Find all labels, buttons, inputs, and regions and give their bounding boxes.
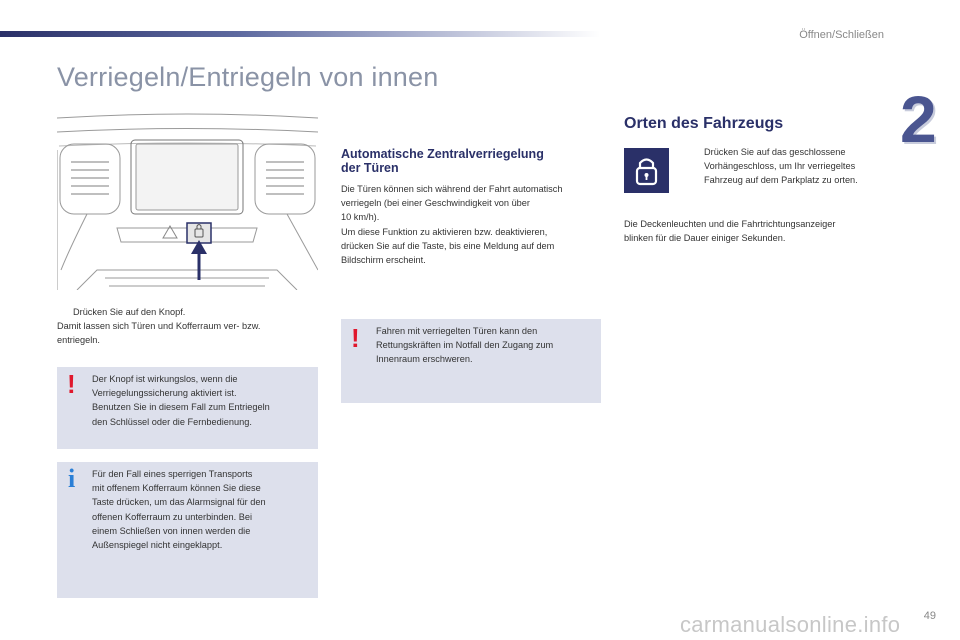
info-line: Außenspiegel nicht eingeklappt.	[92, 540, 223, 551]
page-number: 49	[923, 610, 936, 622]
auto-lock-heading	[341, 147, 611, 175]
locate-instructions	[686, 145, 896, 188]
body-line: Bildschirm erscheint.	[341, 255, 426, 266]
page-title: Verriegeln/Entriegeln von innen	[57, 62, 439, 92]
warning-icon: !	[351, 323, 360, 353]
header-gradient-bar	[0, 31, 600, 37]
info-line: offenen Kofferraum zu unterbinden. Bei	[92, 511, 253, 522]
heading-line: der Türen	[341, 161, 399, 175]
warning-line: Verriegelungssicherung aktiviert ist.	[92, 388, 237, 399]
body-line: Die Türen können sich während der Fahrt automatisch	[341, 184, 563, 194]
bullet-text: Drücken Sie auf den Knopf.	[73, 307, 186, 317]
locate-vehicle-heading: Orten des Fahrzeugs	[624, 115, 784, 132]
auto-lock-body	[341, 182, 605, 267]
warning-line: Fahren mit verriegelten Türen kann den	[376, 326, 538, 336]
watermark: carmanualsonline.info	[680, 612, 901, 637]
lock-button-tile	[624, 148, 669, 193]
body-line: blinken für die Dauer einiger Sekunden.	[624, 233, 786, 244]
body-line: drücken Sie auf die Taste, bis eine Meldung auf dem	[341, 240, 555, 251]
bullet-line: Fahrzeug auf dem Parkplatz zu orten.	[704, 175, 858, 186]
warning-box	[57, 367, 318, 449]
warning-line: Rettungskräften im Notfall den Zugang zum	[376, 340, 554, 351]
locate-body	[624, 217, 894, 245]
info-line: mit offenem Kofferraum können Sie diese	[92, 483, 261, 494]
info-line: Für den Fall eines sperrigen Transports	[92, 469, 253, 479]
warning-box-middle	[341, 319, 601, 403]
chapter-number: 2	[900, 82, 937, 156]
dashboard-illustration	[57, 110, 318, 290]
left-instructions	[57, 305, 319, 348]
warning-line: Der Knopf ist wirkungslos, wenn die	[92, 374, 238, 384]
warning-line: Benutzen Sie in diesem Fall zum Entriegeln	[92, 402, 270, 413]
body-line: Damit lassen sich Türen und Kofferraum ver- bzw.	[57, 321, 261, 332]
info-icon: i	[68, 464, 76, 493]
padlock-icon	[624, 148, 669, 193]
heading-line: Automatische Zentralverriegelung	[341, 147, 544, 161]
warning-line: Innenraum erschweren.	[376, 354, 473, 365]
bullet-line: Drücken Sie auf das geschlossene	[704, 147, 846, 157]
info-box	[57, 462, 318, 598]
chapter-title: Öffnen/Schließen	[799, 29, 884, 41]
warning-line: den Schlüssel oder die Fernbedienung.	[92, 416, 252, 427]
body-line: Die Deckenleuchten und die Fahrtrichtungsanzeiger	[624, 219, 836, 229]
bullet-item	[57, 305, 319, 319]
dashboard-drawing	[57, 110, 318, 290]
body-line: entriegeln.	[57, 335, 100, 346]
warning-icon: !	[67, 369, 76, 399]
body-line: Um diese Funktion zu aktivieren bzw. deaktivieren,	[341, 226, 548, 237]
body-line: verriegeln (bei einer Geschwindigkeit von über	[341, 198, 530, 209]
info-line: Taste drücken, um das Alarmsignal für den	[92, 497, 266, 508]
body-line: 10 km/h).	[341, 212, 380, 223]
bullet-line: Vorhängeschloss, um Ihr verriegeltes	[704, 161, 856, 172]
info-line: einem Schließen von innen werden die	[92, 525, 251, 536]
